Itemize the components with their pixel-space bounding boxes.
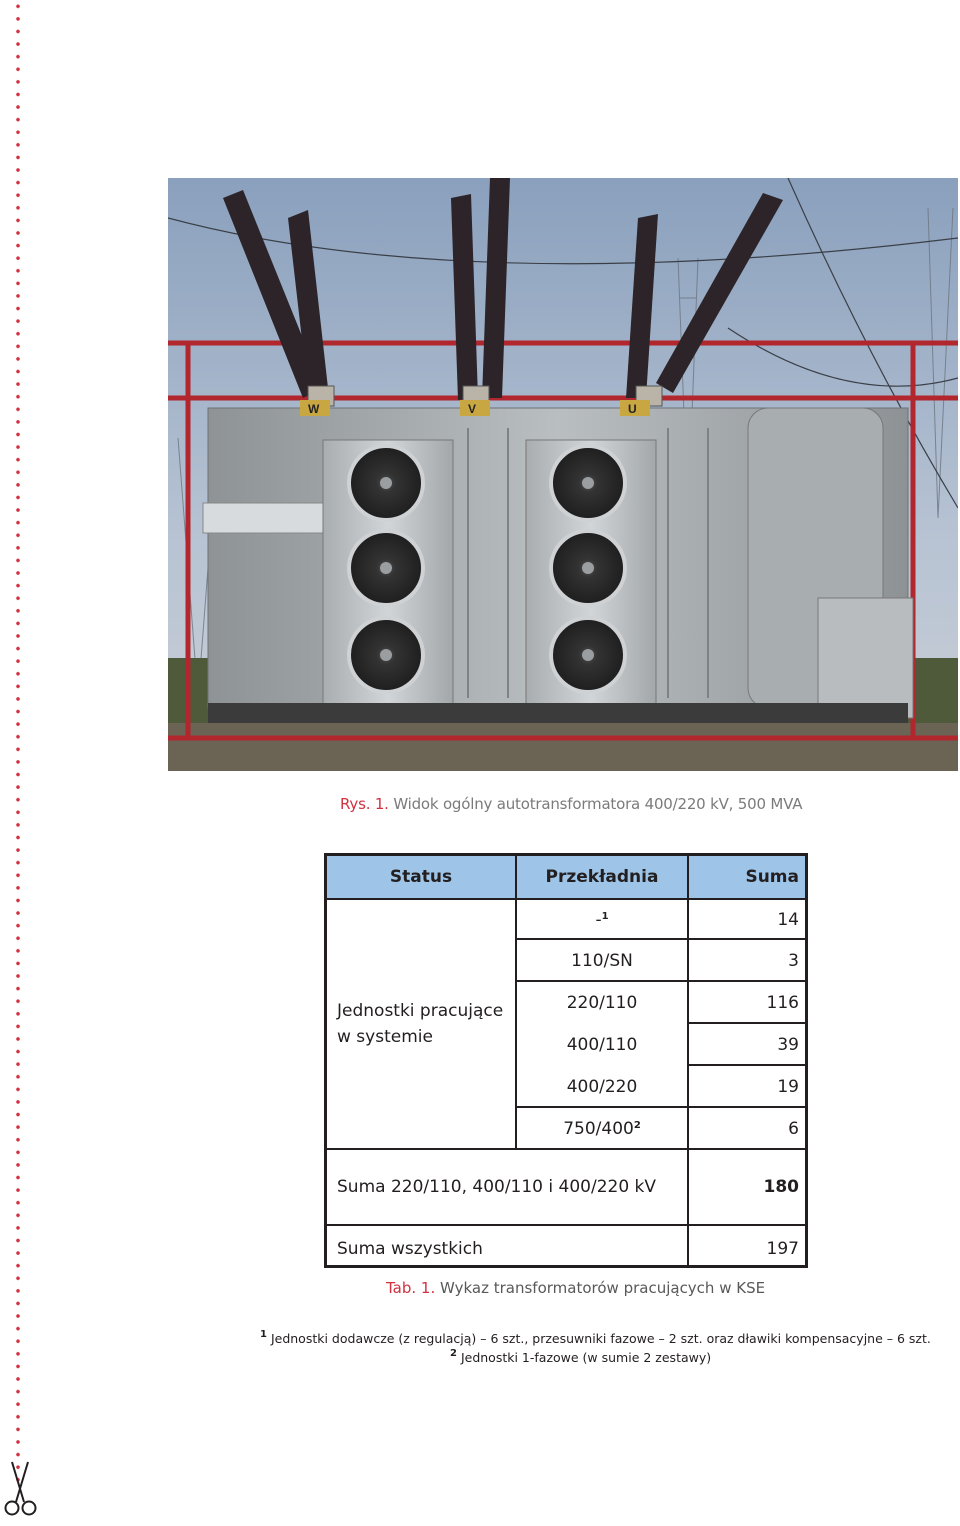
row-5-ratio: 400/220 [566, 1077, 638, 1097]
header-status: Status [327, 856, 515, 898]
scissors-icon [2, 1458, 38, 1518]
row-4-sum: 39 [777, 1035, 799, 1055]
group-label-line2: w systemie [337, 1027, 433, 1047]
footnote-1: $^1$ Jednostki dodawcze (z regulacją) – 6 szt., przesuwniki fazowe – 2 szt. oraz dławiki kompensacyjne – 6 szt. [260, 1329, 931, 1346]
row-1-ratio: -$^1$ [595, 910, 609, 930]
transformer-photo [168, 178, 958, 771]
figure-caption [340, 795, 802, 813]
table-caption [386, 1279, 765, 1297]
phase-mark-v: V [468, 402, 477, 416]
figure-caption-text: Widok ogólny autotransformatora 400/220 kV, 500 MVA [393, 795, 803, 813]
row-3-ratio: 220/110 [566, 993, 638, 1013]
header-sum: Suma [689, 856, 805, 898]
group-label [337, 998, 503, 1050]
group-label-line1: Jednostki pracujące [337, 1001, 504, 1021]
footnote-2: $^2$ Jednostki 1-fazowe (w sumie 2 zestawy) [450, 1348, 712, 1365]
row-5-sum: 19 [777, 1077, 799, 1097]
table-label: Tab. 1. [386, 1279, 436, 1297]
table-caption-text: Wykaz transformatorów pracujących w KSE [440, 1279, 766, 1297]
phase-mark-u: U [628, 402, 637, 416]
row-6-ratio: $750/400^2$ [563, 1119, 641, 1139]
total-value: 197 [766, 1239, 799, 1259]
subtotal-label: Suma 220/110, 400/110 i 400/220 kV [337, 1177, 657, 1197]
header-ratio: Przekładnia [517, 856, 687, 898]
subtotal-value: 180 [763, 1177, 799, 1197]
transformer-table [324, 853, 808, 1268]
row-2-ratio: 110/SN [571, 951, 633, 971]
phase-mark-w: W [308, 402, 320, 416]
row-3-sum: 116 [766, 993, 799, 1013]
figure-label: Rys. 1. [340, 795, 389, 813]
row-4-ratio: 400/110 [566, 1035, 638, 1055]
total-label: Suma wszystkich [337, 1239, 483, 1259]
row-2-sum: 3 [788, 951, 799, 971]
cut-line [15, 0, 21, 1490]
row-6-sum: 6 [788, 1119, 799, 1139]
row-1-sum: 14 [777, 910, 799, 930]
